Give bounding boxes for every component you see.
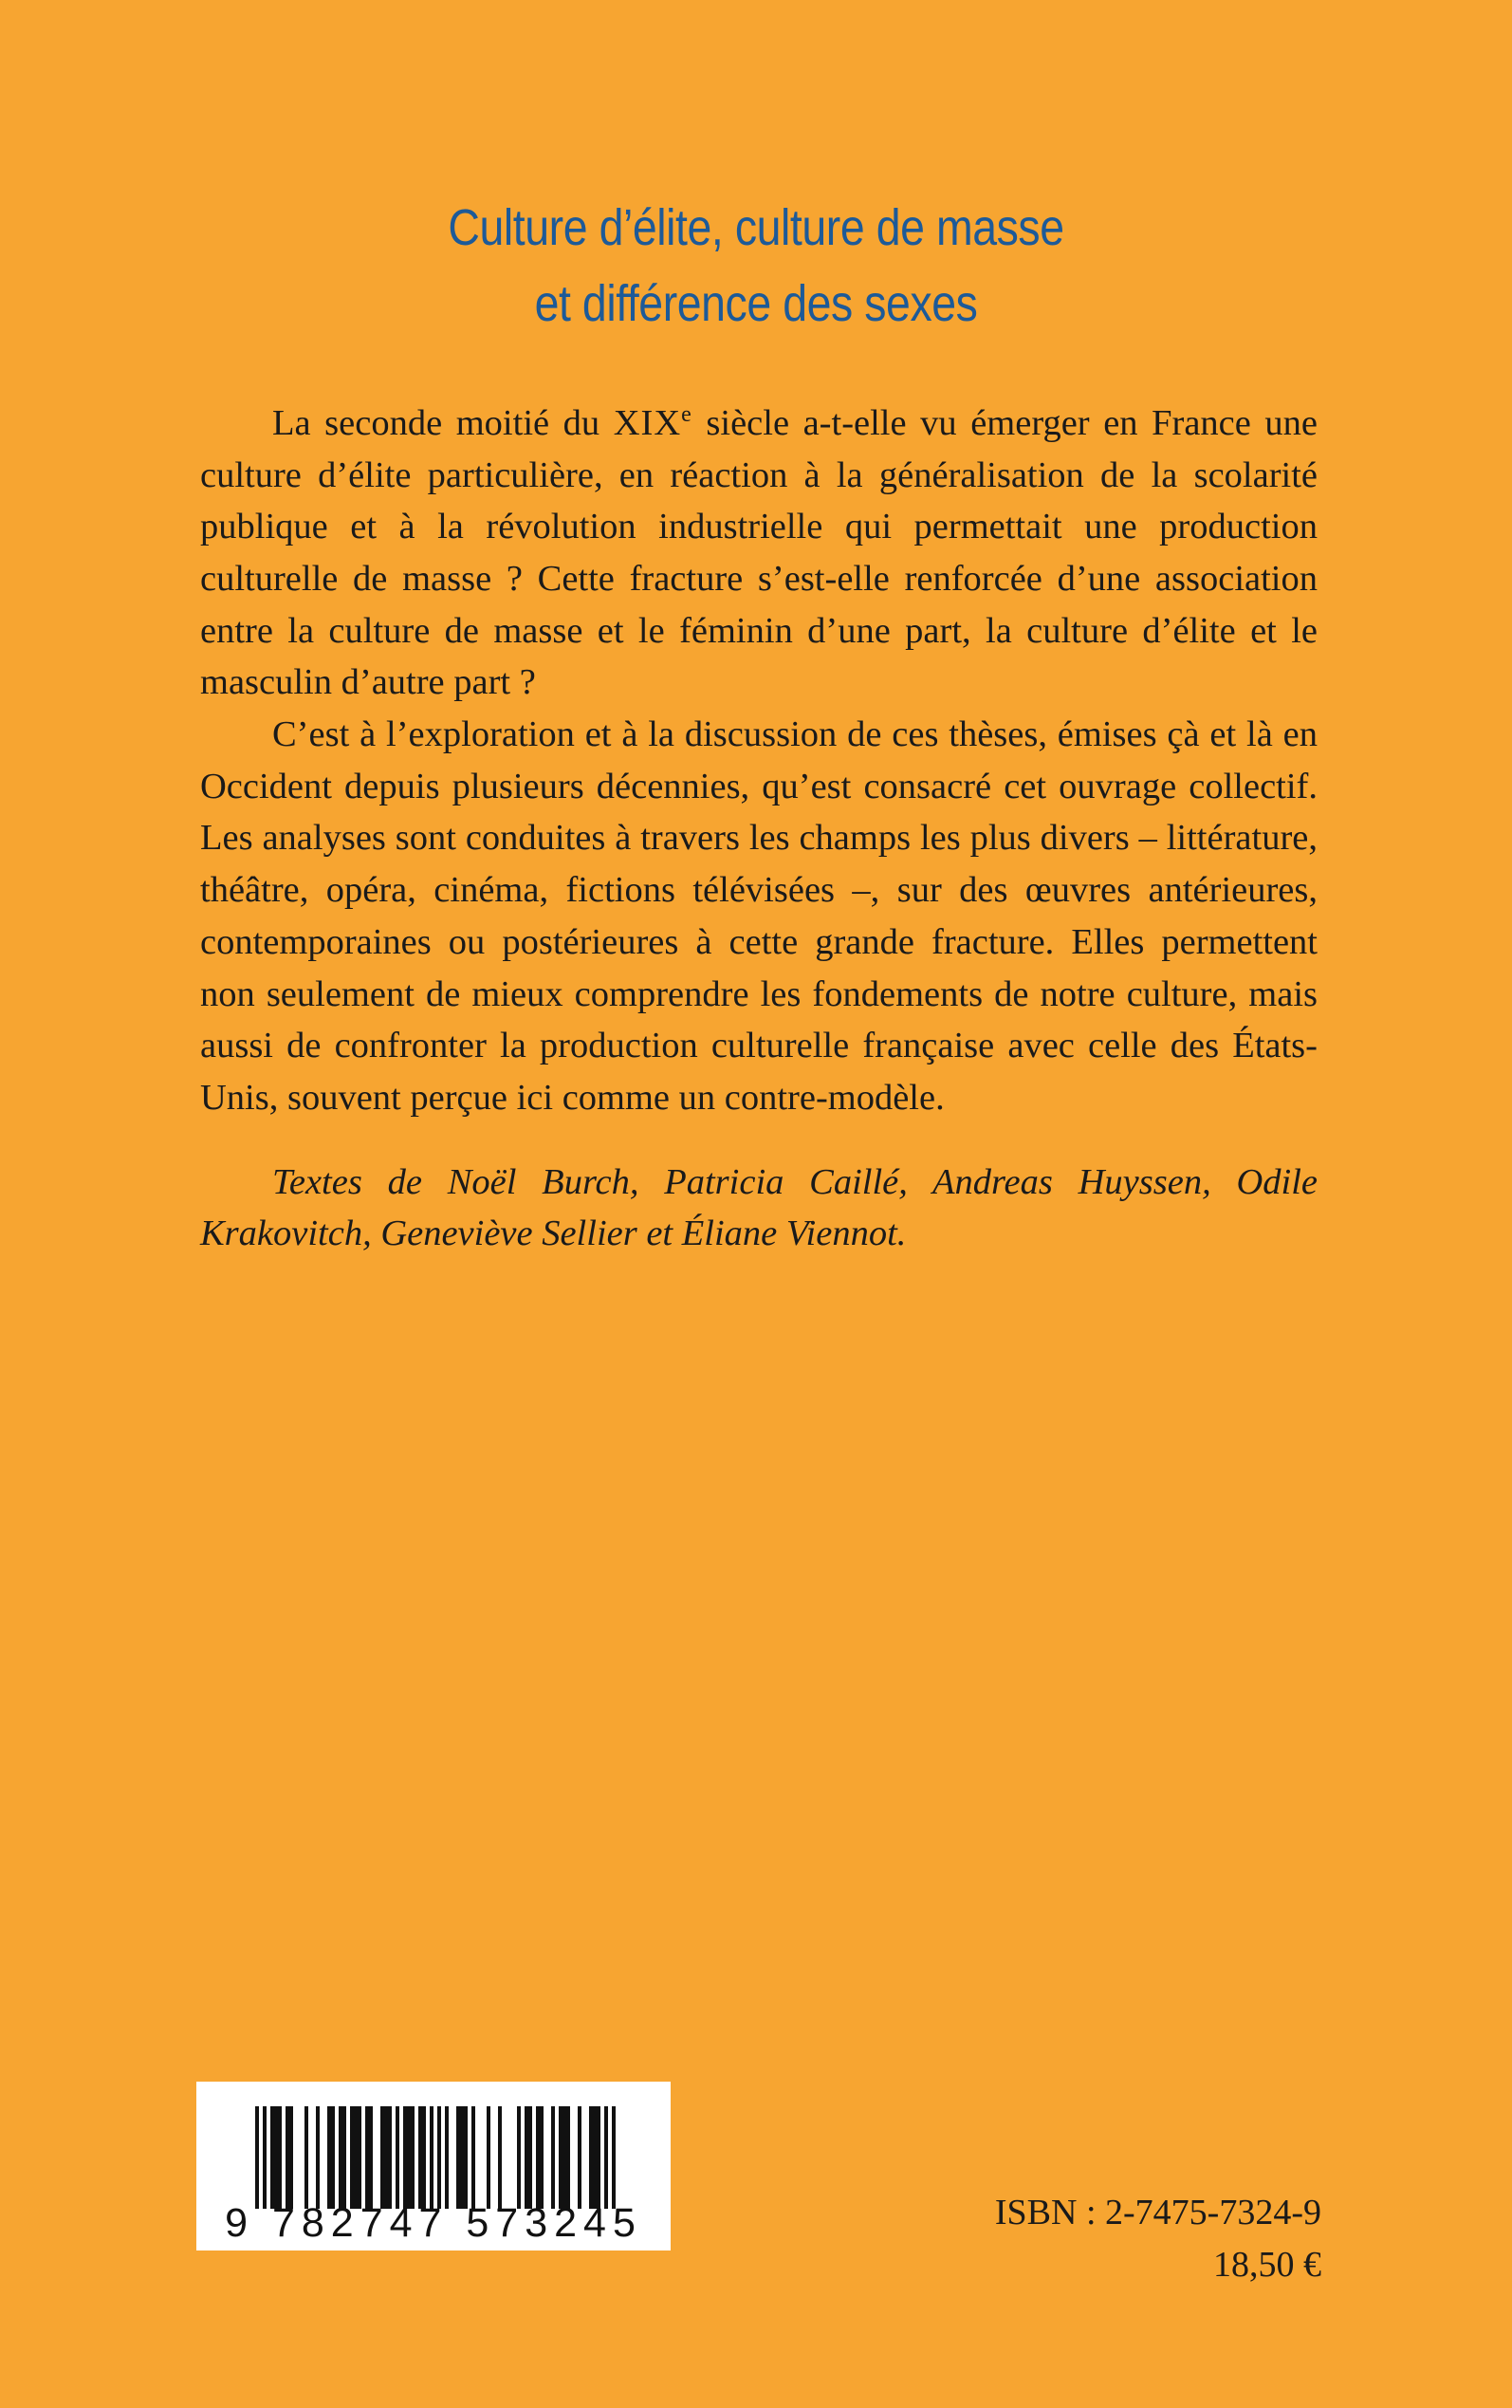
blurb — [200, 389, 1318, 1260]
title-line-1: Culture d’élite, culture de masse — [448, 199, 1064, 256]
price: 18,50 € — [1213, 2245, 1321, 2285]
barcode-bar — [430, 2106, 433, 2209]
barcode-bar — [278, 2106, 282, 2209]
barcode-bar — [369, 2106, 373, 2209]
contributors-credit: Textes de Noël Burch, Patricia Caillé, Andreas Huyssen, Odile Krakovitch, Geneviève Sellier et Éliane Viennot. — [200, 1161, 1318, 1254]
barcode-bar — [460, 2106, 464, 2209]
barcode-bar — [331, 2106, 335, 2209]
barcode-bar — [593, 2106, 597, 2209]
barcode-bar — [551, 2106, 555, 2209]
barcode-bar — [562, 2106, 566, 2209]
barcode-bar — [380, 2106, 384, 2209]
barcode-bar — [388, 2106, 392, 2209]
book-title — [106, 190, 1407, 342]
barcode-bar — [525, 2106, 528, 2209]
barcode-bar — [464, 2106, 468, 2209]
blurb-p1-rest: siècle a-t-elle vu émerger en France une culture d’élite particulière, en réaction à la généralisation de la scolarité publique et à la révolution industrielle qui permettait une production culturelle de masse ? Cette fracture s’est-elle renforcée d’une association entre la culture de masse et le féminin d’une part, la culture d’élite et le masculin d’autre part ? — [200, 402, 1318, 703]
barcode-bar — [517, 2106, 521, 2209]
barcode-bar — [604, 2106, 608, 2209]
barcode-bar — [403, 2106, 407, 2209]
barcode-bar — [339, 2106, 342, 2209]
barcode-bar — [350, 2106, 354, 2209]
barcode-bar — [559, 2106, 562, 2209]
barcode-bar — [418, 2106, 422, 2209]
barcode-bar — [471, 2106, 475, 2209]
blurb-p1-start: La seconde moitié du — [272, 402, 614, 443]
barcode-number: 9 782747 573245 — [225, 2200, 642, 2246]
barcode-bar — [578, 2106, 581, 2209]
barcode-bar — [566, 2106, 570, 2209]
barcode-bar — [540, 2106, 544, 2209]
barcode-bar — [528, 2106, 532, 2209]
barcode-bar — [396, 2106, 399, 2209]
barcode-bar — [342, 2106, 346, 2209]
barcode-bar — [422, 2106, 426, 2209]
barcode — [196, 2082, 671, 2251]
barcode-bar — [316, 2106, 320, 2209]
blurb-paragraph-1 — [200, 389, 1318, 709]
century-numeral: XIXe — [613, 402, 692, 443]
barcode-bar — [487, 2106, 490, 2209]
century-superscript: e — [681, 402, 692, 427]
barcode-bar — [456, 2106, 460, 2209]
barcode-bar — [263, 2106, 267, 2209]
barcode-bar — [274, 2106, 278, 2209]
barcode-bar — [358, 2106, 361, 2209]
blurb-paragraph-2: C’est à l’exploration et à la discussion de ces thèses, émises çà et là en Occident depuis plusieurs décennies, qu’est consacré cet ouvrage collectif. Les analyses sont conduites à travers les champs les plus divers – littérature, théâtre, opéra, cinéma, fictions télévisées –, sur des œuvres antérieures, contemporaines ou postérieures à cette grande fracture. Elles permettent non seulement de mieux comprendre les fondements de notre culture, mais aussi de confronter la production culturelle française avec celle des États-Unis, souvent perçue ici comme un contre-modèle. — [200, 714, 1318, 1118]
title-line-2: et différence des sexes — [534, 275, 978, 332]
barcode-bar — [437, 2106, 441, 2209]
barcode-bar — [612, 2106, 616, 2209]
barcode-bar — [365, 2106, 369, 2209]
barcode-bar — [289, 2106, 293, 2209]
barcode-bar — [255, 2106, 259, 2209]
barcode-bar — [286, 2106, 289, 2209]
barcode-bar — [536, 2106, 540, 2209]
barcode-bar — [597, 2106, 600, 2209]
barcode-bar — [589, 2106, 593, 2209]
barcode-bar — [407, 2106, 411, 2209]
barcode-bar — [498, 2106, 502, 2209]
barcode-bar — [445, 2106, 449, 2209]
barcode-bar — [304, 2106, 308, 2209]
isbn: ISBN : 2-7475-7324-9 — [994, 2193, 1321, 2232]
barcode-bar — [327, 2106, 331, 2209]
barcode-bar — [384, 2106, 388, 2209]
barcode-bar — [270, 2106, 274, 2209]
barcode-bar — [411, 2106, 415, 2209]
barcode-bar — [354, 2106, 358, 2209]
